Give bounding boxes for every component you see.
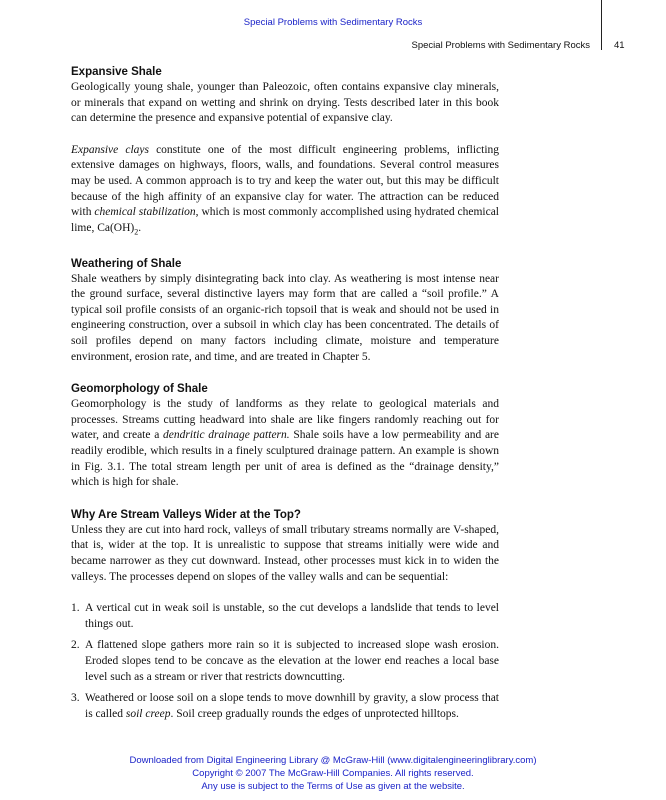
header-divider xyxy=(601,0,602,50)
text-run: Weathered or loose soil on a slope tends to move downhill by gravity, a slow process that is called xyxy=(85,692,499,720)
text-run: . xyxy=(138,221,142,234)
term-expansive-clays: Expansive clays xyxy=(71,143,149,156)
footer-notice xyxy=(0,754,666,793)
term-dendritic-drainage: dendritic drainage pattern. xyxy=(163,429,290,442)
list-number: 1. xyxy=(71,602,80,615)
text-run: Geomorphology is the study of landforms as they relate to geological materials and processes. Streams cutting headward into shale are like fingers randomly reaching out for water, and create a xyxy=(71,398,499,442)
text-run: A flattened slope gathers more rain so it is subjected to increased slope wash erosion. Eroded slopes tend to be concave as the elevation at the lower end reaches a local base level such as a stream or river that restricts downcutting. xyxy=(85,639,499,683)
footer-copyright: Copyright © 2007 The McGraw-Hill Companies. All rights reserved. xyxy=(192,768,474,779)
text-run: A vertical cut in weak soil is unstable, so the cut develops a landslide that tends to level things out. xyxy=(85,602,499,630)
text-run: Shale soils have a low permeability and are readily erodible, which results in a finely sculptured drainage pattern. An example is shown in Fig. 3.1. The total stream length per unit of area is defined as the “drainage density,” which is high for shale. xyxy=(71,429,499,489)
top-link[interactable]: Special Problems with Sedimentary Rocks xyxy=(243,17,423,28)
paragraph-stream-valleys: Unless they are cut into hard rock, valleys of small tributary streams normally are V-shaped, that is, wider at the top. It is unrealistic to suppose that streams initially were wide and became narrower as they cut downward. Instead, other processes must kick in to widen the valleys. The processes depend on slopes of the valley walls and can be sequential: xyxy=(71,523,499,583)
paragraph-expansive-1: Geologically young shale, younger than Paleozoic, often contains expansive clay minerals, or minerals that expand on wetting and shrink on drying. Tests described later in this book can determine the presence and expansive potential of expansive clay. xyxy=(71,81,499,125)
list-item xyxy=(71,601,499,632)
running-head: Special Problems with Sedimentary Rocks xyxy=(411,40,590,51)
list-number: 2. xyxy=(71,639,80,652)
paragraph-geomorphology xyxy=(71,397,499,491)
text-run: constitute one of the most difficult engineering problems, inflicting extensive damages on highways, floors, walls, and foundations. Several control measures may be used. A common approach is to try and keep the water out, but this may be difficult because of the high affinity of an expansive clay for water. The attraction can be reduced with xyxy=(71,143,500,219)
section-heading-geomorphology: Geomorphology of Shale xyxy=(71,383,208,396)
term-chemical-stabilization: chemical stabilization xyxy=(94,206,196,219)
page-content xyxy=(71,64,499,728)
section-heading-expansive-shale: Expansive Shale xyxy=(71,66,162,78)
footer-download-link[interactable]: Downloaded from Digital Engineering Library @ McGraw-Hill (www.digitalengineeringlibrary.com) xyxy=(129,755,537,766)
list-item xyxy=(71,638,499,685)
term-soil-creep: soil creep xyxy=(125,707,171,720)
text-run: . Soil creep gradually rounds the edges of unprotected hilltops. xyxy=(170,707,459,720)
paragraph-weathering: Shale weathers by simply disintegrating back into clay. As weathering is most intense near the ground surface, several distinctive layers may form that are called a “soil profile.” A typical soil profile consists of an organic-rich topsoil that is weak and should not be used in engineering construction, over a subsoil in which clay has been concentrated. The details of soil profiles depend on many factors including climate, moisture and temperature environment, erosion rate, and time, and are treated in Chapter 5. xyxy=(71,272,499,363)
list-item xyxy=(71,691,499,722)
section-heading-stream-valleys: Why Are Stream Valleys Wider at the Top? xyxy=(71,508,301,521)
subscript: 2 xyxy=(134,227,139,237)
paragraph-expansive-2 xyxy=(71,143,499,240)
section-heading-weathering: Weathering of Shale xyxy=(71,257,182,270)
list-number: 3. xyxy=(71,692,80,705)
process-list xyxy=(71,601,499,722)
page-number: 41 xyxy=(614,40,625,51)
text-run: , which is most commonly accomplished using hydrated chemical lime, Ca(OH) xyxy=(71,206,499,234)
footer-terms: Any use is subject to the Terms of Use as given at the website. xyxy=(201,781,465,792)
